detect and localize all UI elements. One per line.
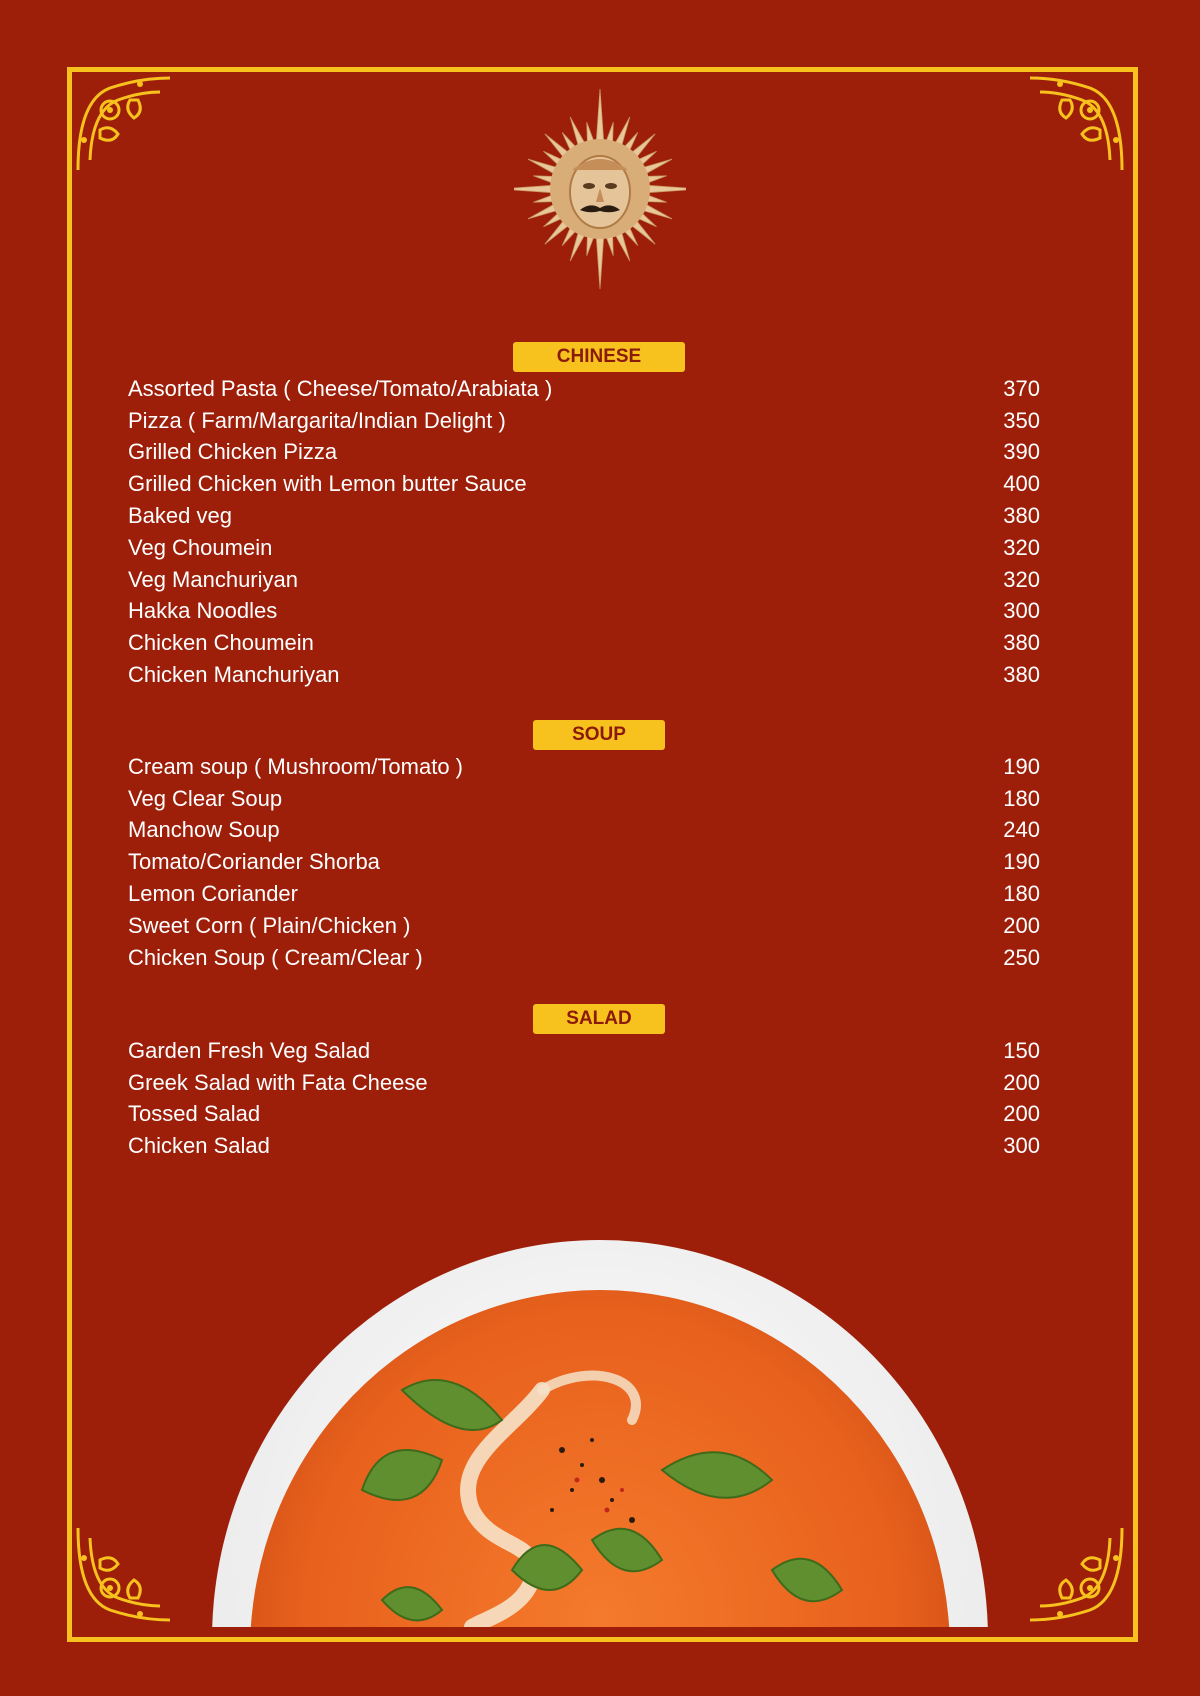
item-name: Chicken Soup ( Cream/Clear ) — [128, 944, 423, 970]
item-name: Baked veg — [128, 503, 232, 529]
item-price: 300 — [1003, 1133, 1040, 1159]
item-price: 200 — [1003, 1101, 1040, 1127]
item-price: 320 — [1003, 534, 1040, 560]
item-name: Grilled Chicken Pizza — [128, 439, 338, 465]
item-price: 200 — [1003, 1069, 1040, 1095]
item-price: 390 — [1003, 439, 1040, 465]
section-tag-salad: SALAD — [533, 1004, 665, 1034]
item-price: 150 — [1003, 1037, 1040, 1063]
list-item — [128, 815, 1040, 847]
ornament-corner-icon — [1020, 1518, 1130, 1628]
item-name: Tomato/Coriander Shorba — [128, 849, 380, 875]
list-item — [128, 373, 1040, 405]
item-name: Lemon Coriander — [128, 881, 298, 907]
sun-face-logo-icon — [514, 86, 686, 292]
list-item — [128, 783, 1040, 815]
sun-ray — [644, 185, 686, 193]
item-name: Cream soup ( Mushroom/Tomato ) — [128, 753, 463, 779]
item-price: 380 — [1003, 662, 1040, 688]
sun-ray — [514, 185, 556, 193]
item-price: 370 — [1003, 375, 1040, 401]
list-item — [128, 405, 1040, 437]
item-name: Chicken Manchuriyan — [128, 662, 340, 688]
item-name: Manchow Soup — [128, 817, 280, 843]
list-item — [128, 468, 1040, 500]
item-price: 180 — [1003, 881, 1040, 907]
item-name: Grilled Chicken with Lemon butter Sauce — [128, 471, 527, 497]
list-item — [128, 627, 1040, 659]
list-item — [128, 1067, 1040, 1099]
sun-ray — [596, 89, 604, 145]
list-item — [128, 910, 1040, 942]
item-name: Chicken Salad — [128, 1133, 270, 1159]
item-price: 380 — [1003, 503, 1040, 529]
menu-list-soup — [128, 751, 1040, 974]
section-tag-soup: SOUP — [533, 720, 665, 750]
section-tag-chinese: CHINESE — [513, 342, 685, 372]
tomato-soup-bowl-image — [212, 1240, 988, 1627]
item-price: 320 — [1003, 566, 1040, 592]
item-price: 380 — [1003, 630, 1040, 656]
item-name: Veg Choumein — [128, 534, 273, 560]
item-price: 240 — [1003, 817, 1040, 843]
list-item — [128, 564, 1040, 596]
list-item — [128, 596, 1040, 628]
item-name: Veg Manchuriyan — [128, 566, 298, 592]
list-item — [128, 1130, 1040, 1162]
list-item — [128, 659, 1040, 691]
item-price: 400 — [1003, 471, 1040, 497]
item-price: 190 — [1003, 753, 1040, 779]
item-name: Garden Fresh Veg Salad — [128, 1037, 371, 1063]
list-item — [128, 437, 1040, 469]
item-name: Sweet Corn ( Plain/Chicken ) — [128, 912, 411, 938]
menu-list-salad — [128, 1035, 1040, 1162]
ornament-corner-icon — [70, 70, 180, 180]
menu-list-chinese — [128, 373, 1040, 691]
item-name: Veg Clear Soup — [128, 785, 283, 811]
list-item — [128, 1035, 1040, 1067]
item-price: 250 — [1003, 944, 1040, 970]
list-item — [128, 500, 1040, 532]
list-item — [128, 846, 1040, 878]
list-item — [128, 878, 1040, 910]
ornament-corner-icon — [1020, 70, 1130, 180]
item-name: Greek Salad with Fata Cheese — [128, 1069, 428, 1095]
item-price: 190 — [1003, 849, 1040, 875]
item-price: 350 — [1003, 407, 1040, 433]
item-price: 300 — [1003, 598, 1040, 624]
list-item — [128, 1099, 1040, 1131]
item-name: Tossed Salad — [128, 1101, 261, 1127]
item-price: 180 — [1003, 785, 1040, 811]
sun-ray — [596, 233, 604, 289]
list-item — [128, 751, 1040, 783]
item-name: Hakka Noodles — [128, 598, 278, 624]
item-name: Pizza ( Farm/Margarita/Indian Delight ) — [128, 407, 506, 433]
item-price: 200 — [1003, 912, 1040, 938]
ornament-corner-icon — [70, 1518, 180, 1628]
item-name: Assorted Pasta ( Cheese/Tomato/Arabiata ) — [128, 375, 553, 401]
list-item — [128, 532, 1040, 564]
list-item — [128, 942, 1040, 974]
item-name: Chicken Choumein — [128, 630, 314, 656]
